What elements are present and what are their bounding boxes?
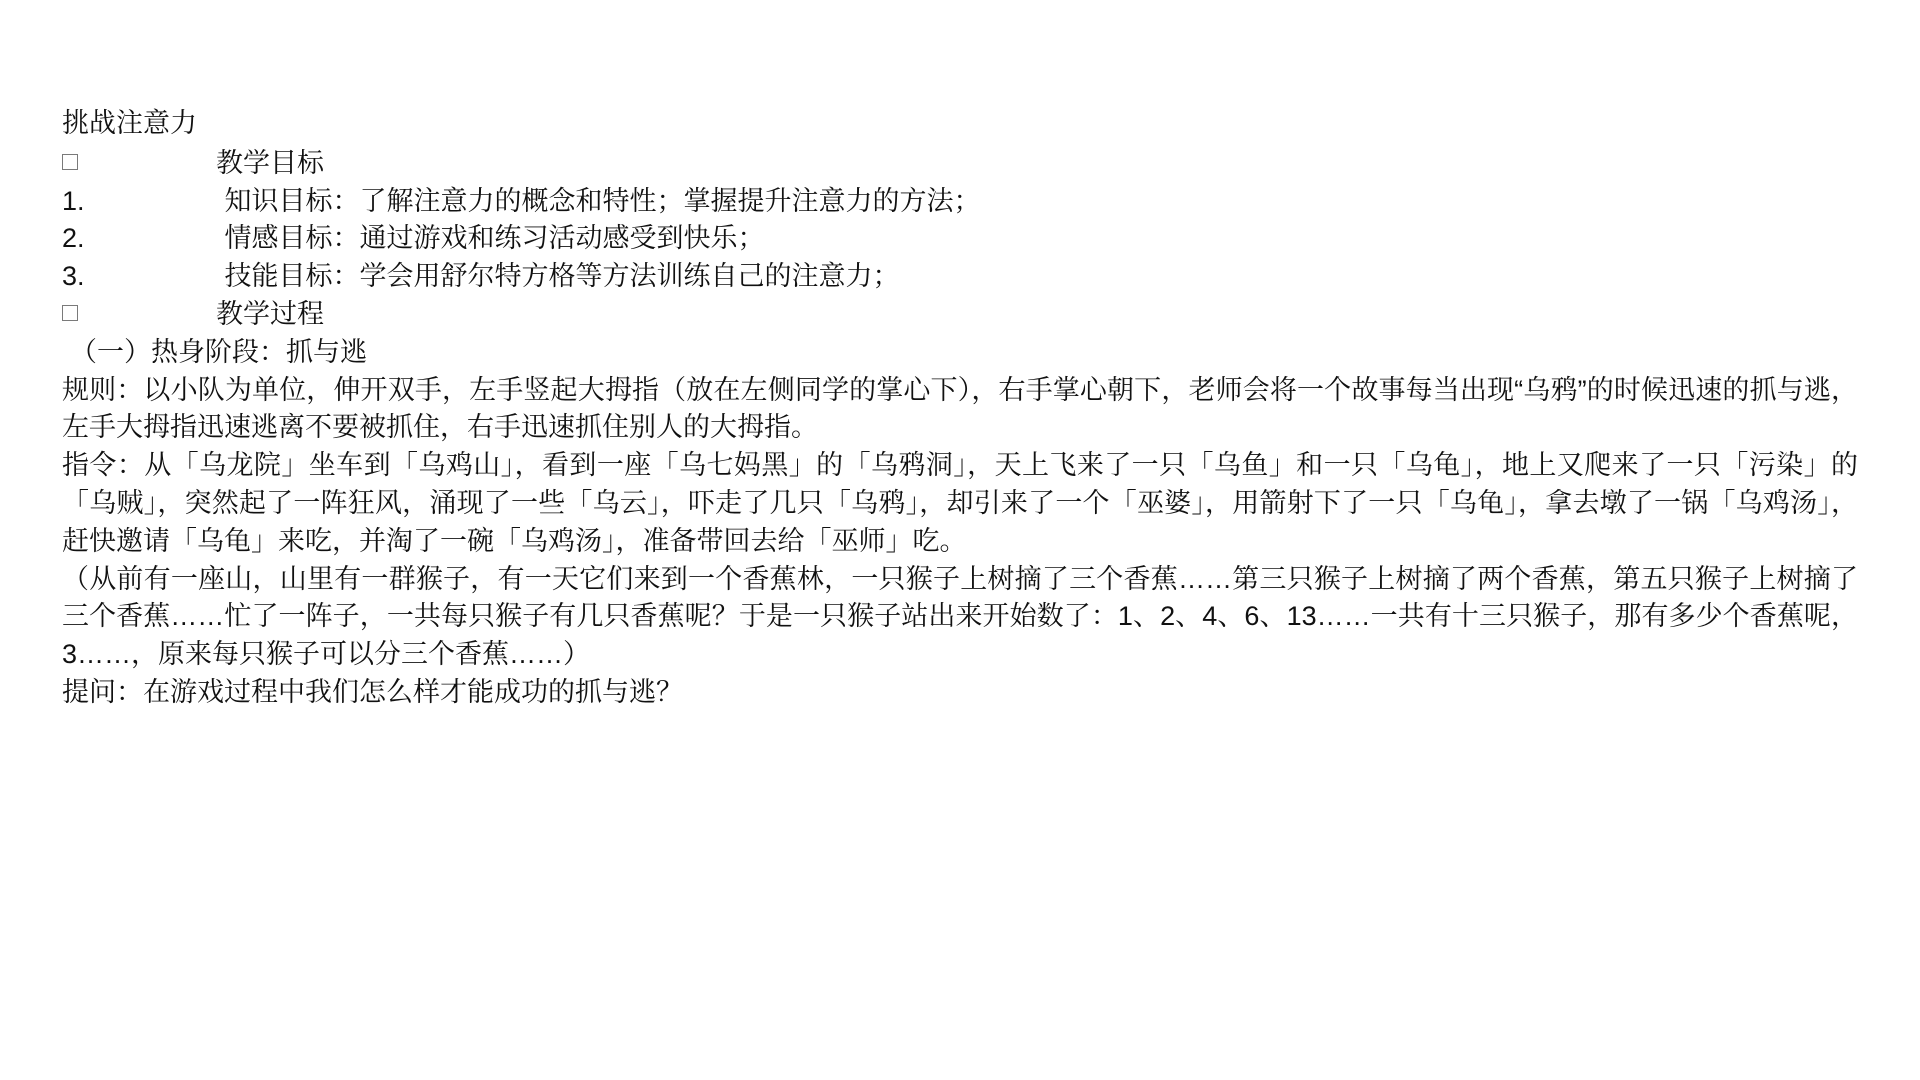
story-paragraph: （从前有一座山，山里有一群猴子，有一天它们来到一个香蕉林，一只猴子上树摘了三个香蕉……第三只猴子上树摘了两个香蕉，第五只猴子上树摘了三个香蕉……忙了一阵子，一共每只猴子有几只香蕉呢？于是一只猴子站出来开始数了：1、2、4、6、13……一共有十三只猴子，那有多少个香蕉呢，3……，原来每只猴子可以分三个香蕉……）	[62, 563, 1858, 670]
teaching-process-label: 教学过程	[216, 298, 324, 329]
teaching-goals-label: 教学目标	[216, 147, 324, 178]
warmup-subheading: （一）热身阶段：抓与逃	[70, 336, 367, 367]
goal-item-1-text: 知识目标：了解注意力的概念和特性；掌握提升注意力的方法；	[224, 185, 981, 216]
goal-item-2-text: 情感目标：通过游戏和练习活动感受到快乐；	[224, 223, 765, 254]
teaching-process-heading	[62, 296, 1858, 334]
goal-item-3-text: 技能目标：学会用舒尔特方格等方法训练自己的注意力；	[224, 261, 900, 292]
goal-item-3-number: 3.	[62, 261, 85, 292]
checkbox-bullet-icon	[62, 305, 78, 321]
page-title: 挑战注意力	[62, 108, 197, 138]
goal-item-1-number: 1.	[62, 185, 85, 216]
question-paragraph: 提问：在游戏过程中我们怎么样才能成功的抓与逃？	[62, 676, 683, 707]
goal-item-1	[62, 183, 1858, 221]
checkbox-bullet-icon	[62, 154, 78, 170]
goal-item-2	[62, 220, 1858, 258]
instruction-paragraph: 指令：从「乌龙院」坐车到「乌鸡山」，看到一座「乌七妈黑」的「乌鸦洞」，天上飞来了一只「乌鱼」和一只「乌龟」，地上又爬来了一只「污染」的「乌贼」，突然起了一阵狂风，涌现了一些「乌云」，吓走了几只「乌鸦」，却引来了一个「巫婆」，用箭射下了一只「乌龟」，拿去墩了一锅「乌鸡汤」，赶快邀请「乌龟」来吃，并淘了一碗「乌鸡汤」，准备带回去给「巫师」吃。	[62, 450, 1858, 556]
rule-paragraph: 规则：以小队为单位，伸开双手，左手竖起大拇指（放在左侧同学的掌心下），右手掌心朝下，老师会将一个故事每当出现“乌鸦”的时候迅速的抓与逃，左手大拇指迅速逃离不要被抓住，右手迅速抓住别人的大拇指。	[62, 374, 1858, 443]
teaching-goals-heading	[62, 145, 1858, 183]
document-body	[62, 105, 1858, 712]
goal-item-2-number: 2.	[62, 223, 85, 254]
goal-item-3	[62, 258, 1858, 296]
